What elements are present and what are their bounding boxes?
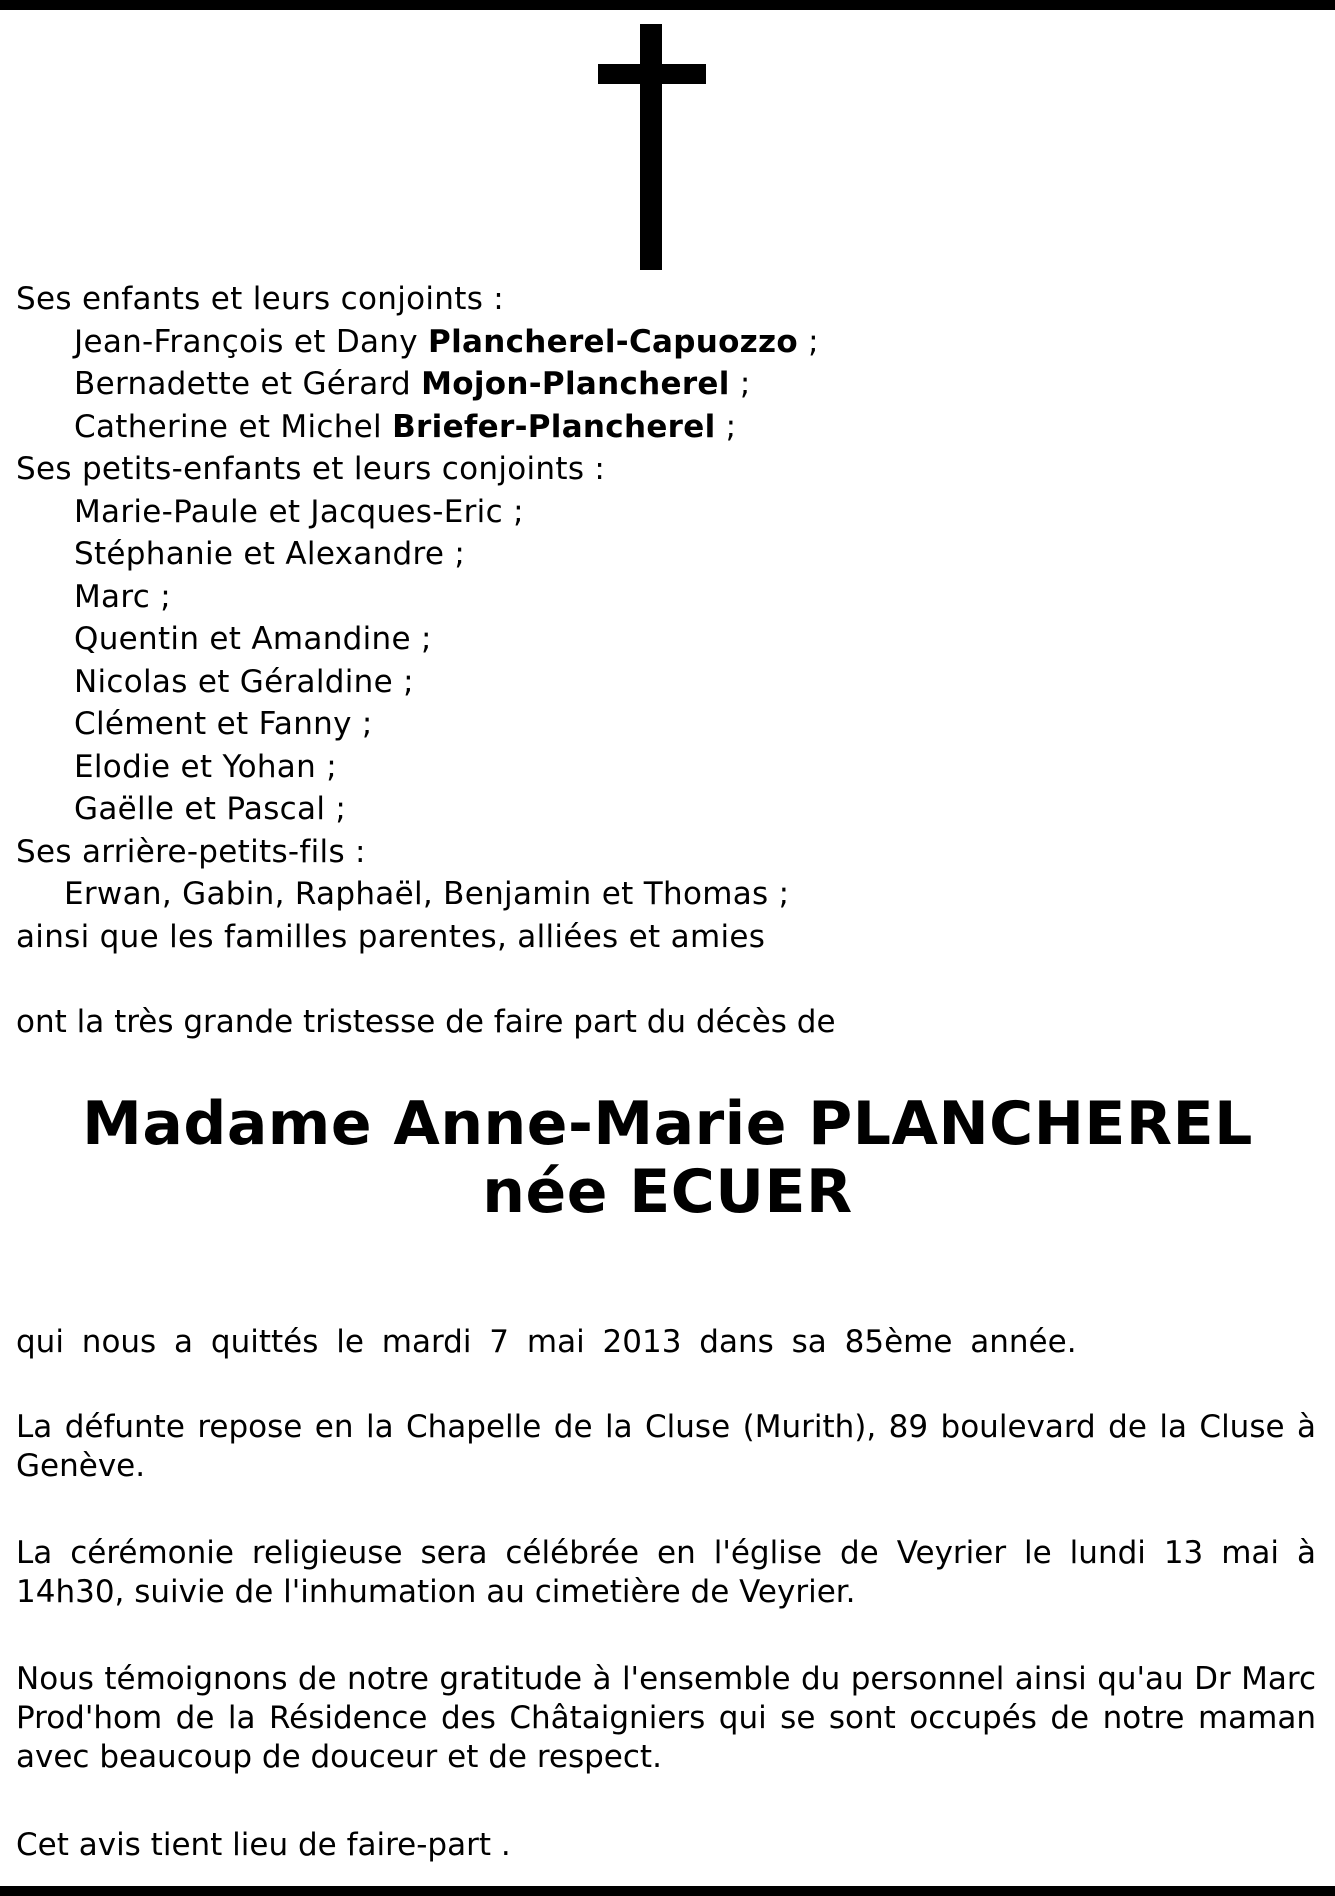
grandchild-line: Gaëlle et Pascal ; (74, 791, 347, 827)
deceased-name: Madame Anne-Marie PLANCHEREL (82, 1089, 1253, 1159)
gratitude-paragraph: Nous témoignons de notre gratitude à l'ensemble du personnel ainsi qu'au Dr Marc Prod'hom de la Résidence des Châtaigniers qui se sont occupés de notre maman avec beaucoup de douceur et de respect. (16, 1661, 1316, 1775)
child-surname: Plancherel-Capuozzo (428, 323, 798, 360)
rest-paragraph: La défunte repose en la Chapelle de la Cluse (Murith), 89 boulevard de la Cluse à Genève. (16, 1409, 1316, 1484)
grandchild-line: Stéphanie et Alexandre ; (74, 536, 466, 572)
child-given-names: Bernadette et Gérard (74, 366, 422, 402)
line-end: ; (797, 323, 819, 360)
child-given-names: Catherine et Michel (74, 408, 393, 445)
family-list (16, 278, 1316, 958)
cross-icon (598, 24, 706, 270)
other-families-line: ainsi que les familles parentes, alliées et amies (16, 918, 766, 955)
child-surname: Briefer-Plancherel (392, 408, 716, 445)
child-line (16, 406, 1316, 449)
child-given-names: Jean-François et Dany (74, 323, 429, 360)
grandchild-line: Elodie et Yohan ; (74, 748, 337, 785)
top-border (0, 0, 1335, 10)
bottom-border (0, 1886, 1335, 1896)
grandchild-line: Marc ; (74, 578, 171, 615)
child-line (16, 363, 1316, 406)
grandchild-line: Quentin et Amandine ; (74, 621, 432, 657)
line-end: ; (715, 408, 737, 445)
deceased-name-block (0, 1090, 1335, 1226)
grandchild-line: Clément et Fanny ; (74, 706, 373, 742)
great-grandchildren-line: Erwan, Gabin, Raphaël, Benjamin et Thomas ; (64, 876, 790, 912)
cross-vertical-bar (640, 24, 662, 270)
announcement: ont la très grande tristesse de faire part du décès de (16, 1004, 836, 1040)
cross-horizontal-bar (598, 64, 706, 84)
child-surname: Mojon-Plancherel (421, 366, 730, 402)
notice-paragraph: Cet avis tient lieu de faire-part . (16, 1827, 511, 1863)
ceremony-paragraph: La cérémonie religieuse sera célébrée en l'église de Veyrier le lundi 13 mai à 14h30, suivie de l'inhumation au cimetière de Veyrier. (16, 1535, 1316, 1610)
line-end: ; (729, 366, 751, 402)
grandchildren-heading: Ses petits-enfants et leurs conjoints : (16, 451, 606, 487)
children-heading: Ses enfants et leurs conjoints : (16, 281, 505, 317)
great-grandchildren-heading: Ses arrière-petits-fils : (16, 833, 366, 870)
grandchild-line: Marie-Paule et Jacques-Eric ; (74, 493, 524, 530)
grandchild-line: Nicolas et Géraldine ; (74, 663, 414, 700)
child-line (16, 321, 1316, 364)
deceased-maiden-name: née ECUER (482, 1157, 853, 1227)
death-paragraph: qui nous a quittés le mardi 7 mai 2013 dans sa 85ème année. (16, 1324, 1077, 1360)
